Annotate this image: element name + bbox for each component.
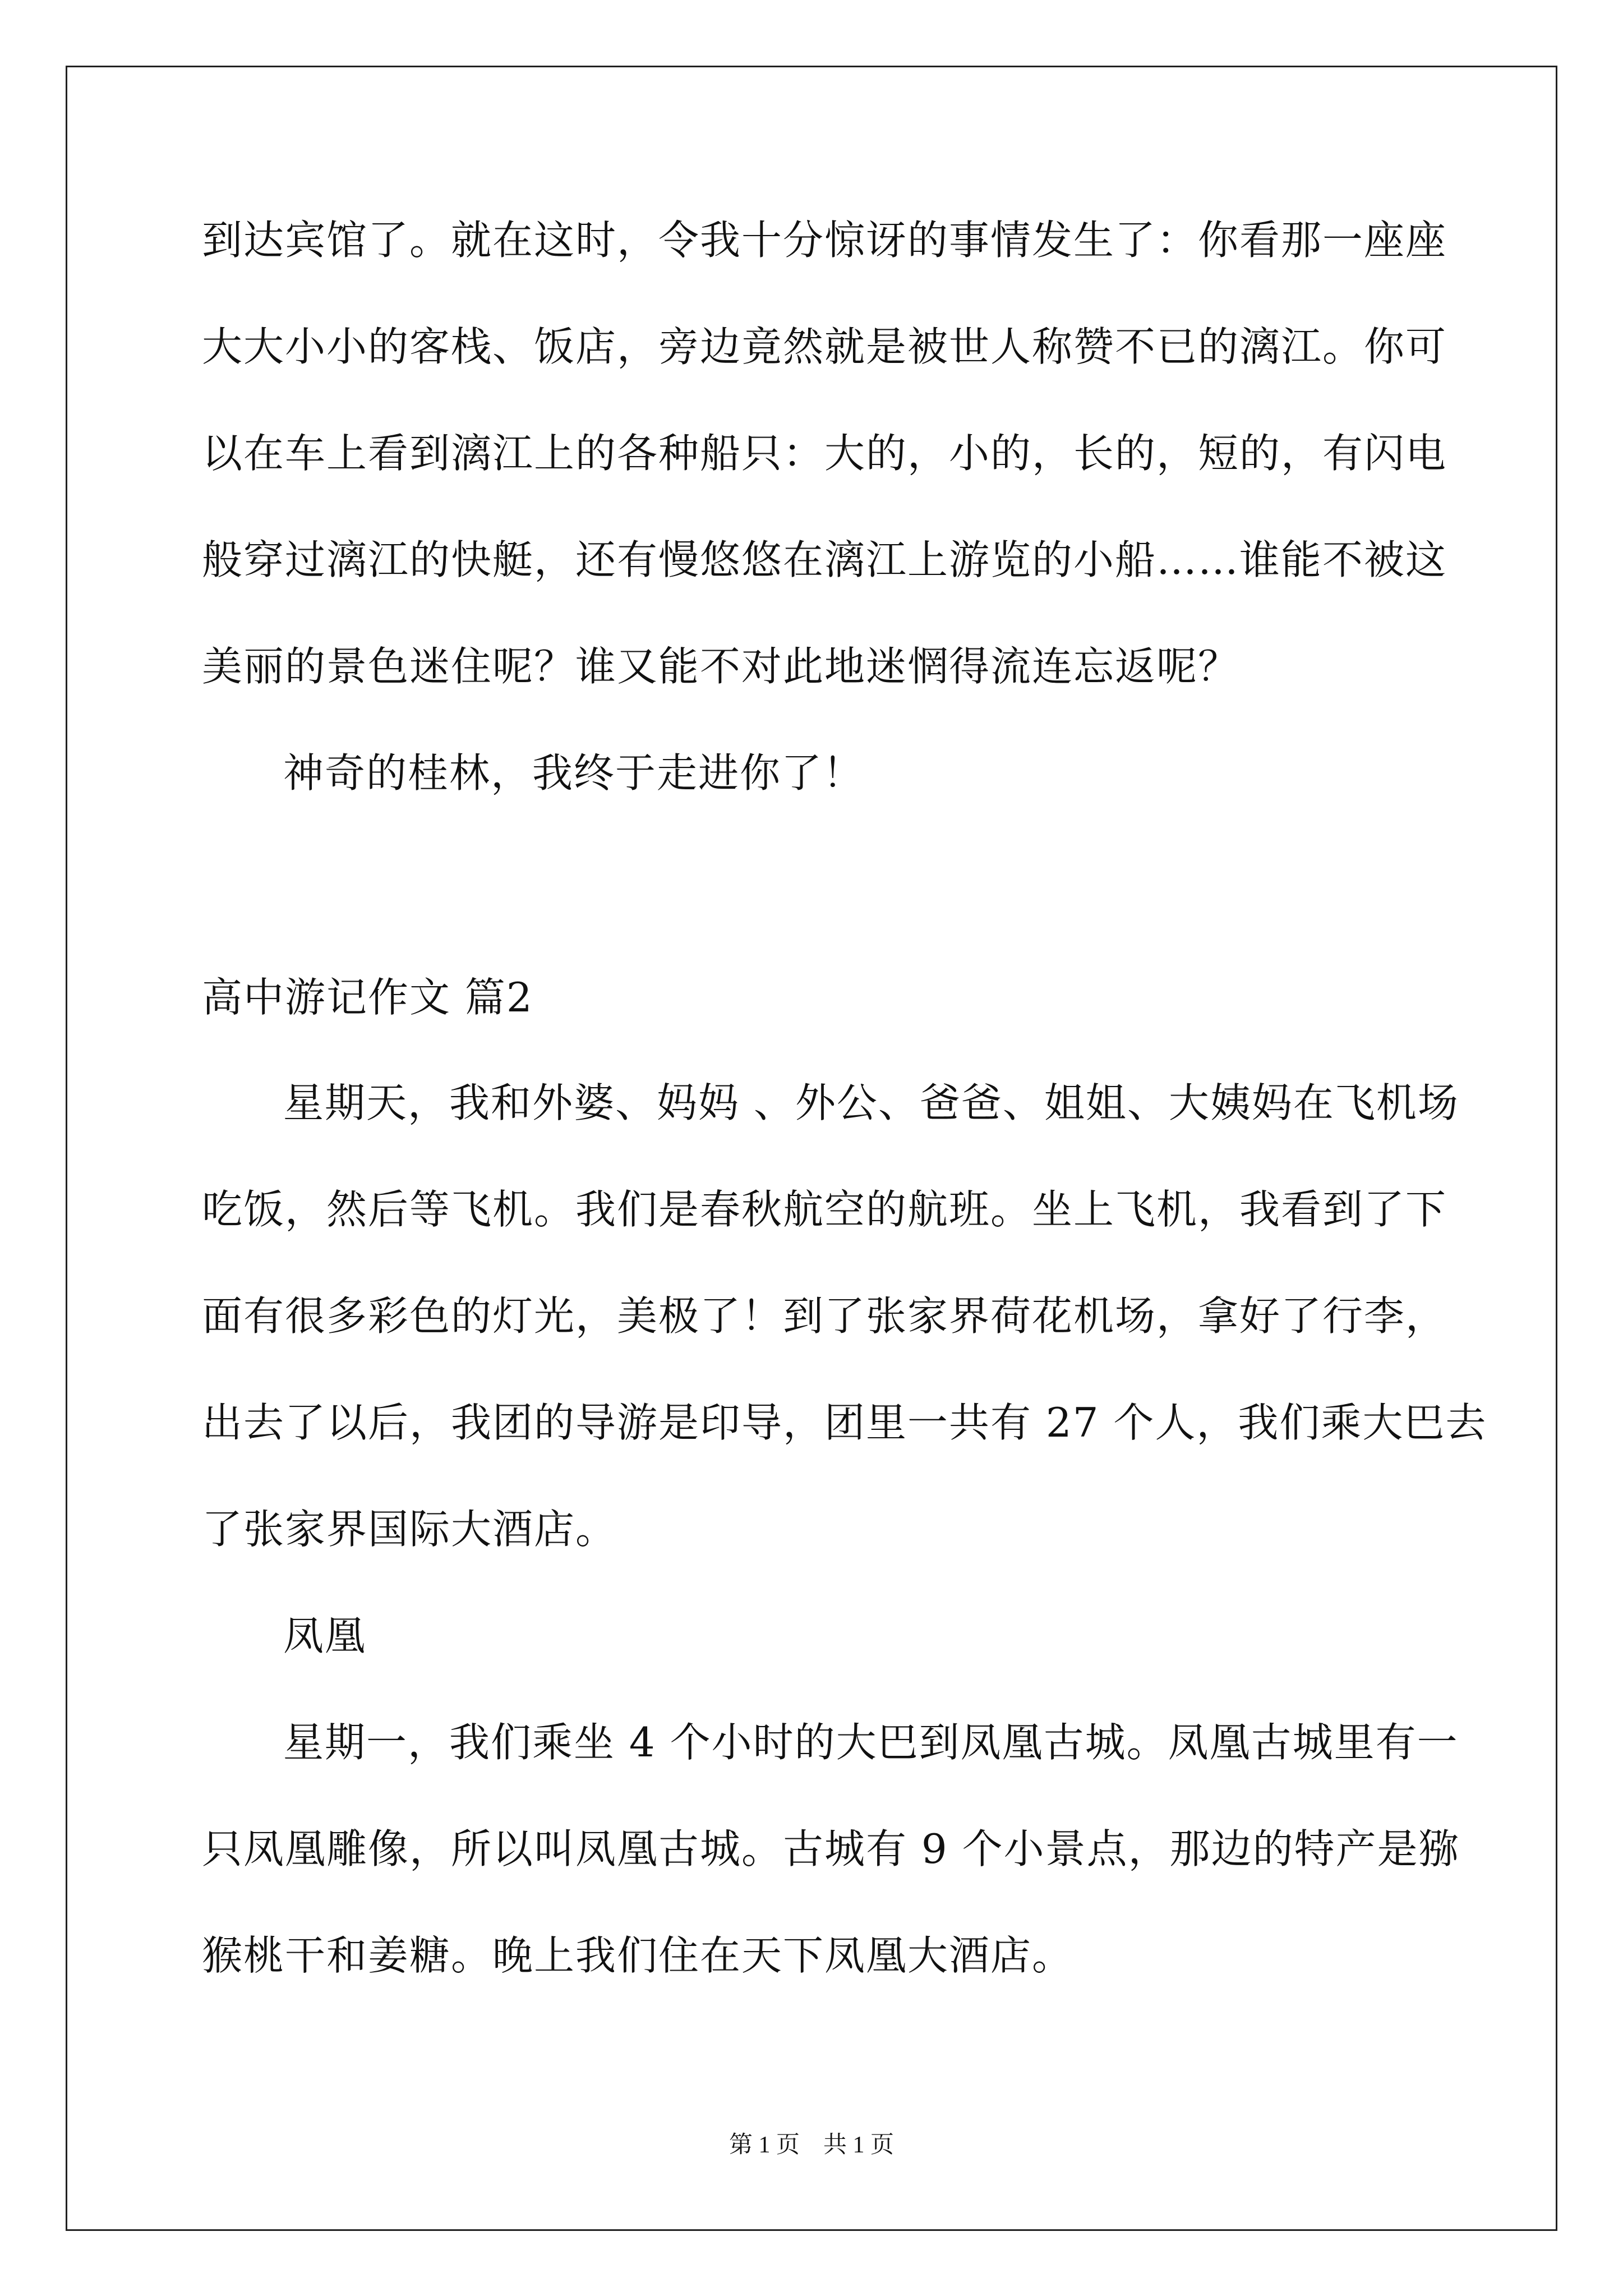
- paragraph-3-line: 出去了以后，我团的导游是印导，团里一共有 27 个人，我们乘大巴去: [202, 1399, 1487, 1446]
- paragraph-1-line: 美丽的景色迷住呢？谁又能不对此地迷惘得流连忘返呢？: [202, 643, 1240, 690]
- paragraph-1-line: 到达宾馆了。就在这时，令我十分惊讶的事情发生了：你看那一座座: [202, 217, 1447, 264]
- page-footer: 第 1 页 共 1 页: [728, 2132, 894, 2158]
- paragraph-4-line: 星期一，我们乘坐 4 个小时的大巴到凤凰古城。凤凰古城里有一: [283, 1719, 1459, 1766]
- paragraph-1-line: 大大小小的客栈、饭店，旁边竟然就是被世人称赞不已的漓江。你可: [202, 323, 1447, 370]
- section-title: 高中游记作文 篇2: [202, 974, 533, 1021]
- paragraph-3-line: 面有很多彩色的灯光，美极了！到了张家界荷花机场，拿好了行李，: [202, 1292, 1447, 1340]
- document-body: [202, 213, 1447, 800]
- paragraph-1-line: 般穿过漓江的快艇，还有慢悠悠在漓江上游览的小船……谁能不被这: [202, 536, 1447, 583]
- paragraph-1-line: 以在车上看到漓江上的各种船只：大的，小的，长的，短的，有闪电: [202, 430, 1447, 477]
- paragraph-2: 神奇的桂林，我终于走进你了！: [283, 749, 865, 797]
- paragraph-3-line: 了张家界国际大酒店。: [202, 1506, 617, 1553]
- paragraph-3-line: 吃饭，然后等飞机。我们是春秋航空的航班。坐上飞机，我看到了下: [202, 1186, 1447, 1233]
- subheading: 凤凰: [283, 1612, 367, 1659]
- section-body: [202, 1076, 1487, 1982]
- paragraph-4-line: 只凤凰雕像，所以叫凤凰古城。古城有 9 个小景点，那边的特产是猕: [202, 1825, 1460, 1872]
- paragraph-3-line: 星期天，我和外婆、妈妈 、外公、爸爸、姐姐、大姨妈在飞机场: [283, 1079, 1459, 1126]
- paragraph-4-line: 猴桃干和姜糖。晚上我们住在天下凤凰大酒店。: [202, 1932, 1074, 1979]
